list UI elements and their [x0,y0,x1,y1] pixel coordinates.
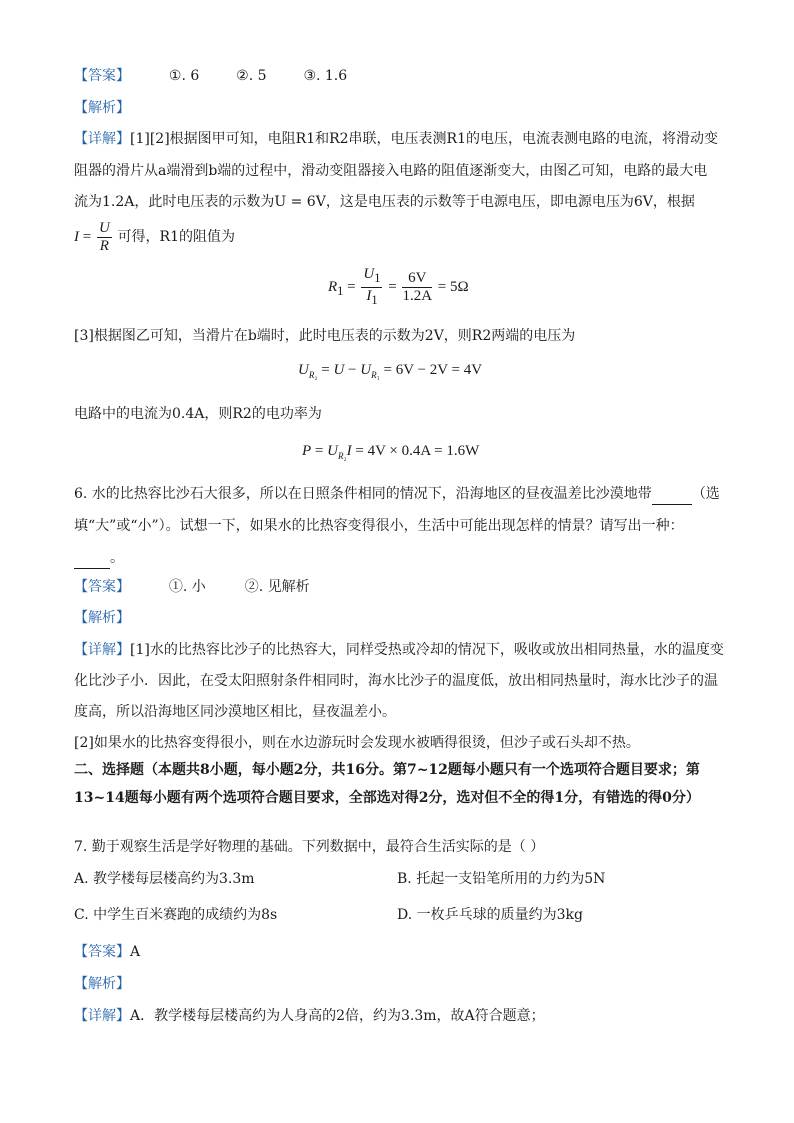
option-b: B. 托起一支铅笔所用的力约为5N [397,871,606,887]
q6-detail-line-1 [74,640,724,660]
q5-detail-text-4: 可得，R1的阻值为 [117,229,236,245]
answer-label: 【答案】 [74,944,130,960]
q5-detail-line-3: 流为1.2A，此时电压表的示数为U = 6V，这是电压表的示数等于电源电压，即电源电压为6V，根据 [74,194,695,210]
q7-stem: 7. 勤于观察生活是学好物理的基础。下列数据中，最符合生活实际的是（ ） [74,839,545,855]
q5-detail-line-6: 电路中的电流为0.4A，则R2的电功率为 [74,406,322,422]
option-d: D. 一枚乒乓球的质量约为3kg [397,907,583,923]
q5-detail-line-4 [74,219,235,255]
q6-stem-tail-1: （选 [691,486,720,502]
q6-stem-line-2: 填“大”或“小”）。试想一下，如果水的比热容变得很小，生活中可能出现怎样的情景？请写出一种： [74,518,684,534]
q6-detail-line-3: 度高，所以沿海地区同沙漠地区相比，昼夜温差小。 [74,704,396,720]
analysis-label: 【解析】 [74,100,130,116]
q6-answer-row [74,577,310,597]
answer-blank-1[interactable] [652,484,692,505]
answer-item-2: ②. 5 [236,68,267,84]
ohm-formula: I = $\frac{U}{R}$ [74,220,110,255]
q5-answer-row [74,66,347,86]
q7-answer-row [74,942,140,962]
equation-2: $U_{R_2} = U - U_{R_1} = 6V - 2V = 4V$ [298,362,483,380]
q7-detail-line [74,1006,545,1026]
q6-detail-text-1: [1]水的比热容比沙子的比热容大，同样受热或冷却的情况下，吸收或放出相同热量，水的温度变 [130,642,724,658]
q5-detail-line-2: 阻器的滑片从a端滑到b端的过程中，滑动变阻器接入电路的阻值逐渐变大，由图乙可知，电路的最大电 [74,163,708,179]
q6-stem-tail-3: 。 [110,550,124,566]
q5-detail-line-1 [74,129,718,149]
q6-stem-line-1 [74,484,720,505]
q6-stem-line-3 [74,548,124,569]
answer-item-2: ②. 见解析 [244,579,310,595]
detail-label: 【详解】 [74,642,130,658]
equation-1: $R_1$ = $\frac{U_1}{I_1}$ = $\frac{6V}{1.2A}$ = 5Ω [328,266,469,307]
detail-label: 【详解】 [74,1008,130,1024]
q5-detail-text-1: [1][2]根据图甲可知，电阻R1和R2串联，电压表测R1的电压，电流表测电路的电流，将滑动变 [130,131,719,147]
q7-detail-text: A．教学楼每层楼高约为人身高的2倍，约为3.3m，故A符合题意； [130,1008,545,1024]
option-c: C. 中学生百米赛跑的成绩约为8s [74,907,278,923]
answer-item-1: ①. 小 [168,579,206,595]
analysis-label: 【解析】 [74,610,130,626]
answer-item-1: ①. 6 [168,68,200,84]
q5-detail-line-5: [3]根据图乙可知，当滑片在b端时，此时电压表的示数为2V，则R2两端的电压为 [74,328,576,344]
answer-label: 【答案】 [74,68,130,84]
option-a: A. 教学楼每层楼高约为3.3m [74,871,255,887]
answer-blank-2[interactable] [74,548,110,569]
q6-detail-line-4: [2]如果水的比热容变得很小，则在水边游玩时会发现水被晒得很烫，但沙子或石头却不热。 [74,735,640,751]
equation-3: $P = U_{R_2}I = 4V \times 0.4A = 1.6W$ [302,443,480,461]
analysis-label: 【解析】 [74,976,130,992]
q6-stem-text-1: 6. 水的比热容比沙石大很多，所以在日照条件相同的情况下，沿海地区的昼夜温差比沙漠地带 [74,486,652,502]
answer-item-3: ③. 1.6 [303,68,348,84]
section-heading: 二、选择题（本题共8小题，每小题2分，共16分。第7~12题每小题只有一个选项符合题目要求；第13~14题每小题有两个选项符合题目要求，全部选对得2分，选对但不全的得1分，有错选的得0分） [74,762,700,806]
answer-label: 【答案】 [74,579,130,595]
q6-detail-line-2: 化比沙子小．因此，在受太阳照射条件相同时，海水比沙子的温度低，放出相同热量时，海水比沙子的温 [74,673,718,689]
answer-value: A [130,944,141,960]
detail-label: 【详解】 [74,131,130,147]
